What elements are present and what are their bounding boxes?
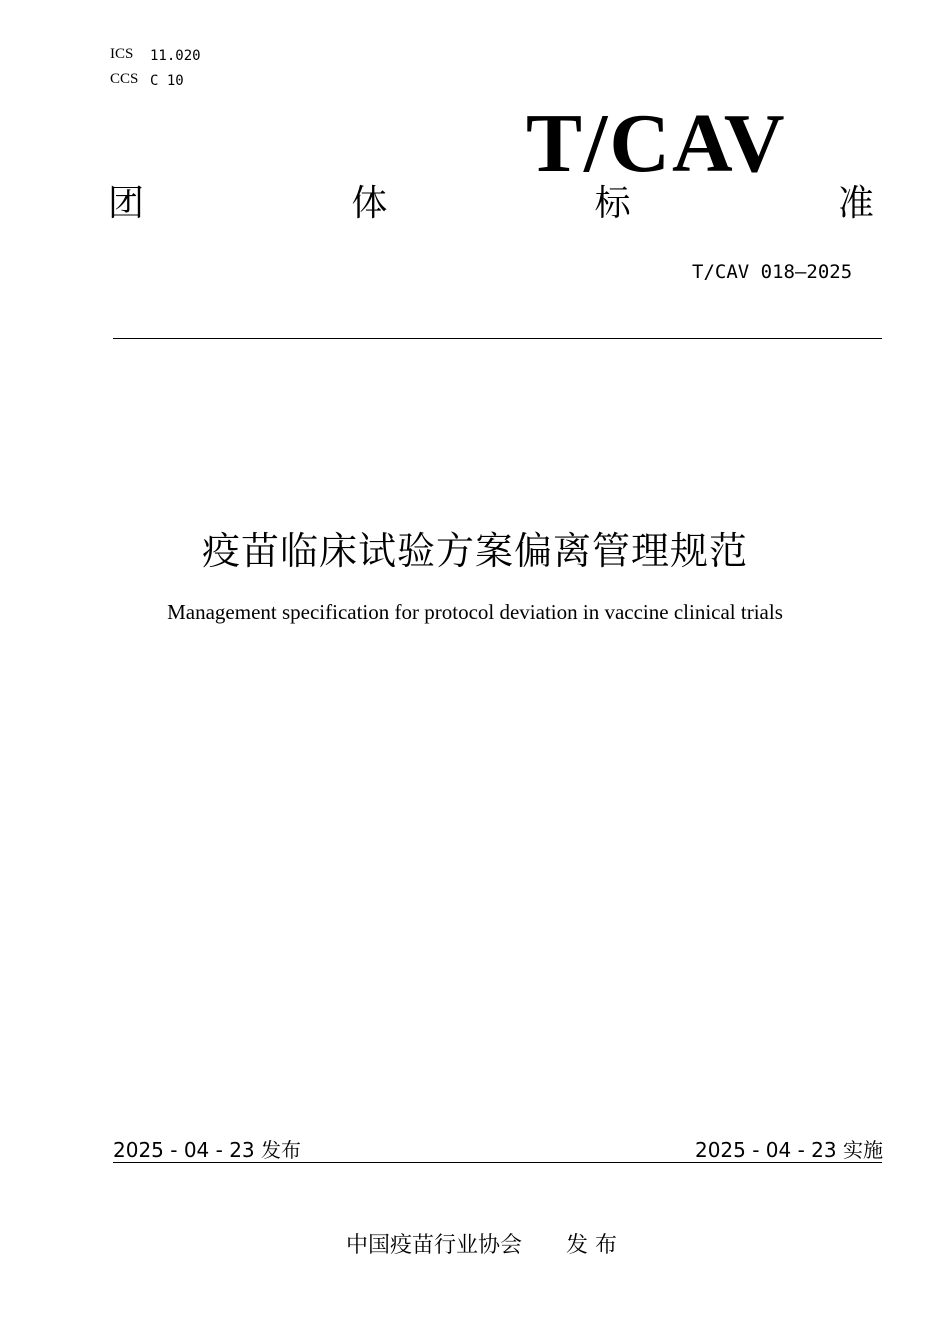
title-chinese: 疫苗临床试验方案偏离管理规范 (201, 529, 748, 573)
title-english: Management specification for protocol deviation in vaccine clinical trials (167, 600, 783, 624)
ccs-code: C 10 (150, 73, 184, 89)
footer-divider (113, 1162, 882, 1163)
implement-date: 2025 - 04 - 23 实施 (694, 1138, 883, 1162)
standard-type-char: 准 (837, 183, 874, 224)
publisher: 中国疫苗行业协会 发 布 (346, 1233, 617, 1258)
publish-date: 2025 - 04 - 23 发布 (113, 1138, 302, 1162)
ccs-label: CCS (110, 71, 139, 87)
header-divider (113, 338, 882, 339)
standard-type-char: 标 (594, 183, 631, 224)
standard-type (108, 183, 874, 224)
ics-code: 11.020 (150, 48, 201, 64)
standard-logo: T/CAV (526, 97, 787, 190)
standard-type-char: 体 (351, 183, 388, 224)
ics-label: ICS (110, 46, 134, 62)
standard-type-char: 团 (108, 183, 145, 224)
standard-number: T/CAV 018—2025 (692, 261, 853, 283)
